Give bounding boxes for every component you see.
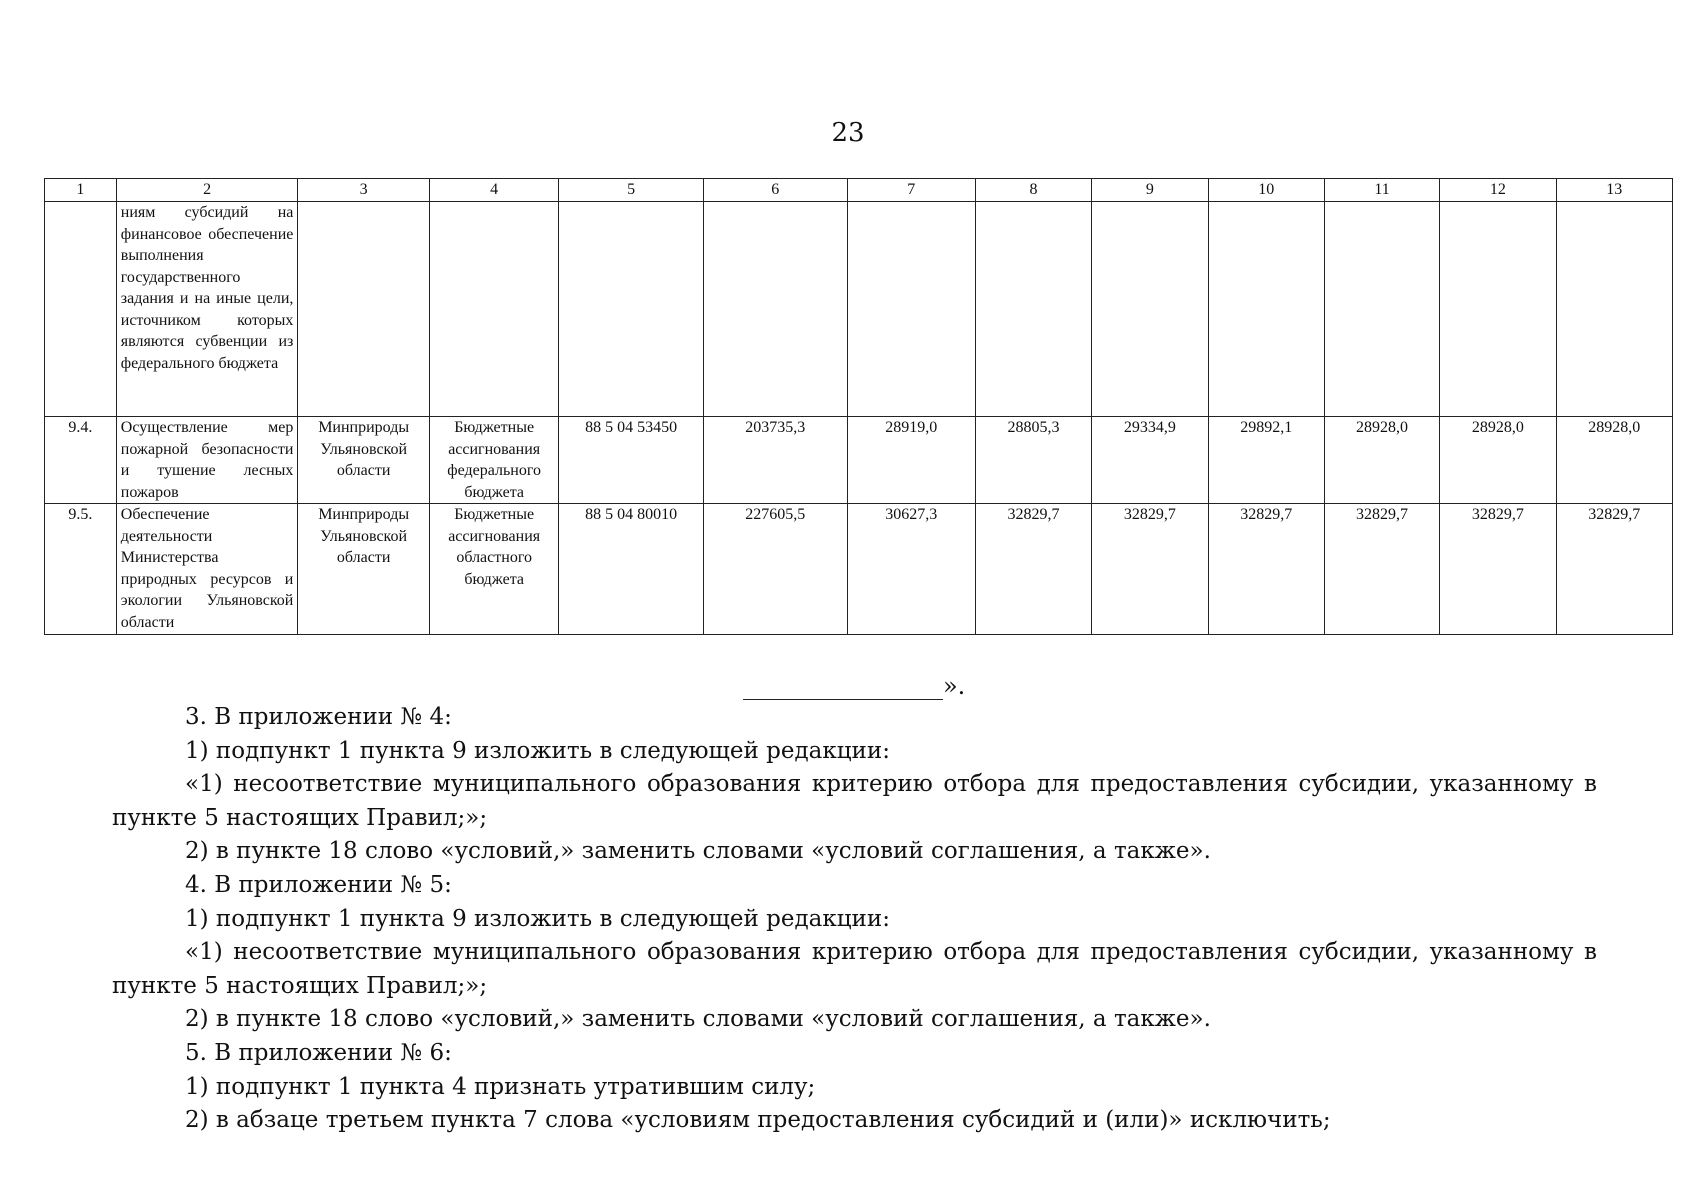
table-cell: 30627,3 [847,504,975,635]
table-cell [45,202,117,417]
table-cell [847,202,975,417]
signature-line [743,677,943,700]
table-cell: 32829,7 [1208,504,1324,635]
paragraph: «1) несоответствие муниципального образования критерию отбора для предоставления субсидии, указанному в пункте 5 настоящих Правил;»; [112,771,1597,831]
table-cell [429,202,558,417]
row-number-cell: 9.5. [45,504,117,635]
column-header: 9 [1092,179,1208,202]
page-number: 23 [831,118,865,148]
table-closing-mark [743,672,965,700]
table-cell [1208,202,1324,417]
column-header: 13 [1556,179,1672,202]
table-cell: ниям субсидий на финансовое обеспечение выполнения государственного задания и на иные цели, источником которых являются субвенции из федерального бюджета [116,202,298,417]
table-cell: 28928,0 [1556,417,1672,504]
table-cell: 28805,3 [975,417,1091,504]
paragraph: 1) подпункт 1 пункта 9 изложить в следующей редакции: [185,737,890,764]
table-cell [1092,202,1208,417]
table-cell: 28928,0 [1440,417,1556,504]
column-header: 6 [703,179,847,202]
table-row [45,417,1673,504]
table-cell: Осуществление мер пожарной безопасности и тушение лесных пожаров [116,417,298,504]
table-header-row [45,179,1673,202]
table-cell [1556,202,1672,417]
table-cell: 32829,7 [1556,504,1672,635]
paragraph: 2) в пункте 18 слово «условий,» заменить словами «условий соглашения, а также». [185,1006,1211,1033]
table-cell: 28928,0 [1324,417,1439,504]
table-cell: 32829,7 [1324,504,1439,635]
table-cell: 227605,5 [703,504,847,635]
table-cell: 29892,1 [1208,417,1324,504]
table-cell: 32829,7 [1440,504,1556,635]
table-cell: 203735,3 [703,417,847,504]
closing-quote: ». [943,672,966,700]
column-header: 3 [298,179,430,202]
paragraph: «1) несоответствие муниципального образования критерию отбора для предоставления субсидии, указанному в пункте 5 настоящих Правил;»; [112,939,1597,999]
table-cell: 88 5 04 80010 [559,504,704,635]
column-header: 7 [847,179,975,202]
paragraph: 4. В приложении № 5: [185,871,452,898]
paragraph: 2) в пункте 18 слово «условий,» заменить словами «условий соглашения, а также». [185,838,1211,865]
table-cell: Обеспечение деятельности Министерства природных ресурсов и экологии Ульяновской области [116,504,298,635]
table-row [45,504,1673,635]
table-cell [975,202,1091,417]
column-header: 10 [1208,179,1324,202]
amendment-text [112,701,1597,1138]
table-cell: 32829,7 [975,504,1091,635]
table-cell: 28919,0 [847,417,975,504]
column-header: 4 [429,179,558,202]
row-number-cell: 9.4. [45,417,117,504]
paragraph: 1) подпункт 1 пункта 9 изложить в следующей редакции: [185,905,890,932]
table-cell: Минприроды Ульяновской области [298,417,430,504]
table-cell: Минприроды Ульяновской области [298,504,430,635]
table-cell [298,202,430,417]
column-header: 11 [1324,179,1439,202]
paragraph: 5. В приложении № 6: [185,1039,452,1066]
table-cell: 88 5 04 53450 [559,417,704,504]
table-cell [1440,202,1556,417]
column-header: 1 [45,179,117,202]
budget-table [44,178,1673,635]
paragraph: 1) подпункт 1 пункта 4 признать утратившим силу; [185,1073,816,1100]
table-cell: 29334,9 [1092,417,1208,504]
paragraph: 2) в абзаце третьем пункта 7 слова «условиям предоставления субсидий и (или)» исключить; [185,1107,1331,1134]
paragraph: 3. В приложении № 4: [185,704,452,730]
table-cell: Бюджетные ассигнования областного бюджета [429,504,558,635]
column-header: 12 [1440,179,1556,202]
table-cell [1324,202,1439,417]
table-cell [703,202,847,417]
column-header: 2 [116,179,298,202]
column-header: 5 [559,179,704,202]
table-cell: Бюджетные ассигнования федерального бюджета [429,417,558,504]
table-cell: 32829,7 [1092,504,1208,635]
column-header: 8 [975,179,1091,202]
table-cell [559,202,704,417]
table-row [45,202,1673,417]
